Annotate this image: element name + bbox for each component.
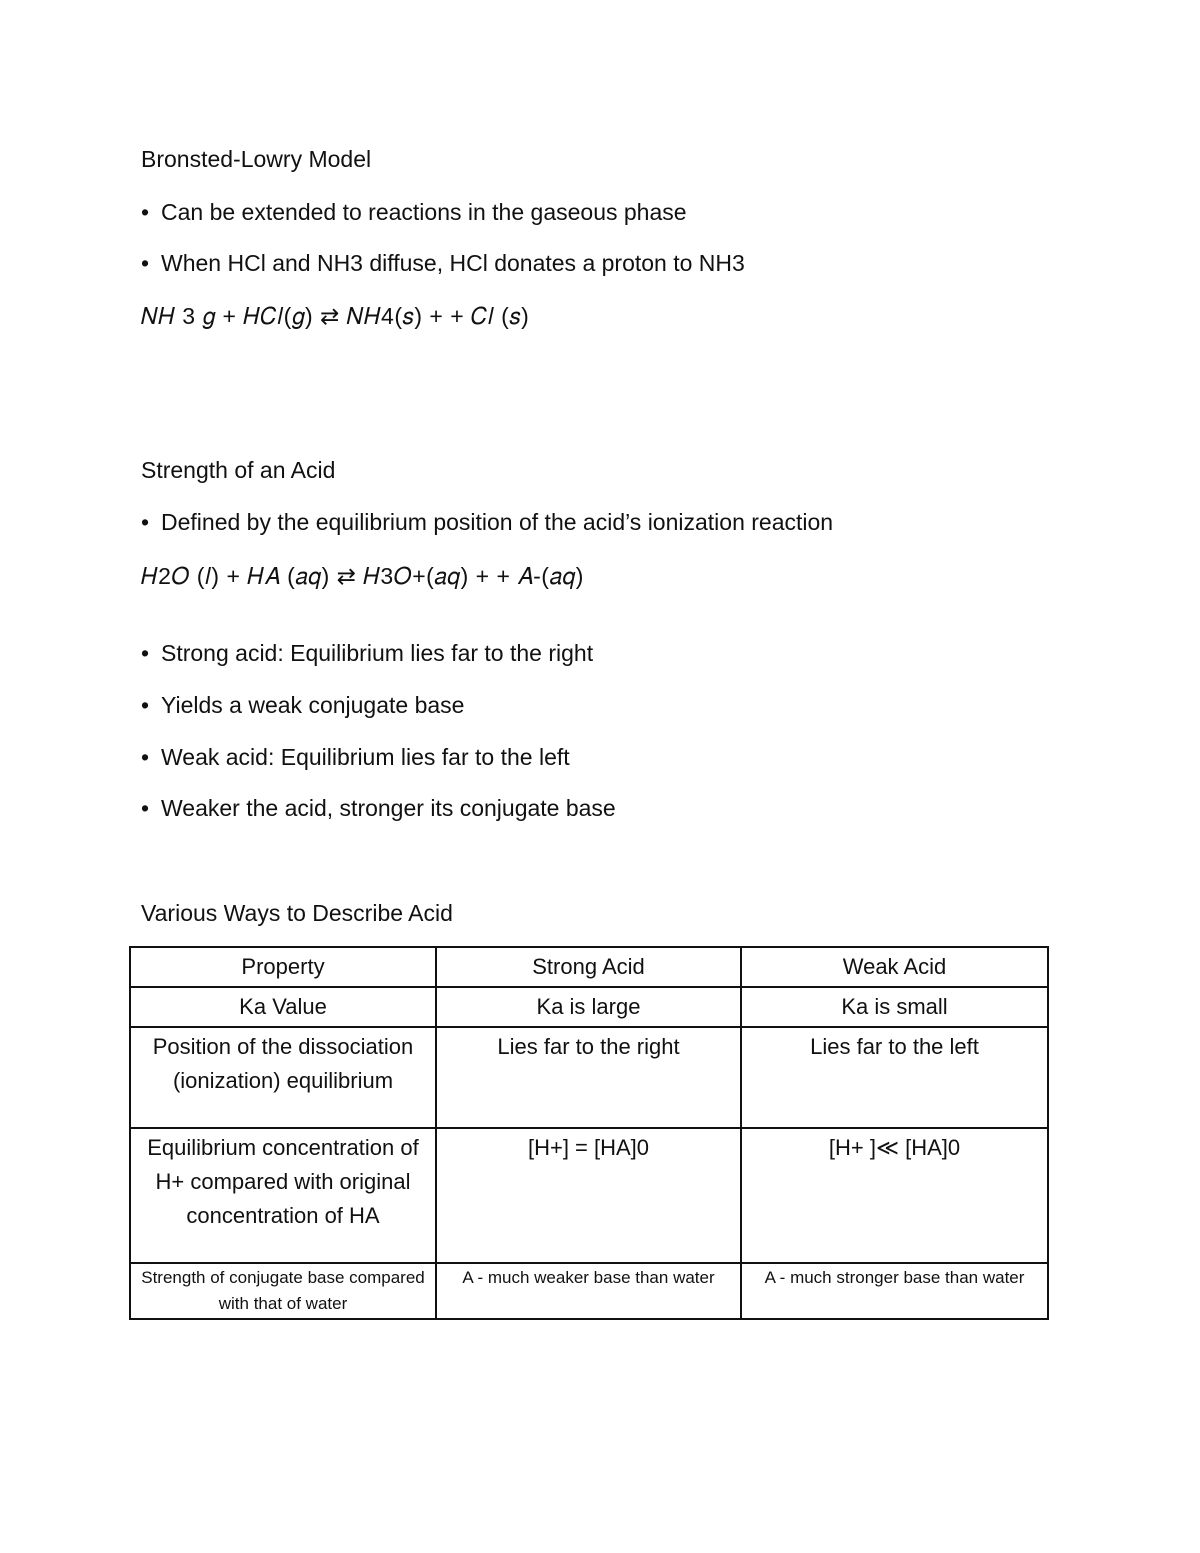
table-row bbox=[130, 1263, 1048, 1319]
equation-ammonia-hcl: 𝑁𝐻 3 𝑔 + 𝐻𝐶𝑙(𝑔) ⇄ 𝑁𝐻4(𝑠) + + 𝐶𝑙 (𝑠) bbox=[141, 303, 530, 329]
table-cell: Strength of conjugate base compared with that of water bbox=[130, 1263, 436, 1319]
table-header-cell: Property bbox=[130, 947, 436, 987]
bullet-icon: • bbox=[141, 744, 150, 770]
bullet-text: Weaker the acid, stronger its conjugate base bbox=[161, 795, 616, 821]
bullet-icon: • bbox=[141, 692, 150, 718]
acid-comparison-table bbox=[129, 946, 1049, 1320]
bullet-icon: • bbox=[141, 640, 150, 666]
bullet-text: Strong acid: Equilibrium lies far to the right bbox=[161, 640, 594, 666]
bullet-icon: • bbox=[141, 795, 150, 821]
table-cell: A - much stronger base than water bbox=[741, 1263, 1048, 1319]
table-row bbox=[130, 1027, 1048, 1128]
bullet-icon: • bbox=[141, 199, 150, 225]
bullet-text: Yields a weak conjugate base bbox=[161, 692, 465, 718]
table-cell: [H+] = [HA]0 bbox=[436, 1128, 741, 1263]
bullet-icon: • bbox=[141, 250, 150, 276]
table-cell: Lies far to the right bbox=[436, 1027, 741, 1128]
table-cell: Equilibrium concentration of H+ compared with original concentration of HA bbox=[130, 1128, 436, 1263]
section-heading-describe-acid: Various Ways to Describe Acid bbox=[141, 900, 453, 926]
section-heading-acid-strength: Strength of an Acid bbox=[141, 457, 336, 483]
equation-acid-ionization: 𝐻2𝑂 (𝑙) + 𝐻𝐴 (𝑎𝑞) ⇄ 𝐻3𝑂+(𝑎𝑞) + + 𝐴-(𝑎𝑞) bbox=[141, 563, 584, 589]
table-row bbox=[130, 1128, 1048, 1263]
table-cell: Ka is small bbox=[741, 987, 1048, 1027]
bullet-item bbox=[141, 793, 616, 823]
table-cell: Lies far to the left bbox=[741, 1027, 1048, 1128]
table-cell: Position of the dissociation (ionization) equilibrium bbox=[130, 1027, 436, 1128]
table-header-cell: Strong Acid bbox=[436, 947, 741, 987]
bullet-text: Defined by the equilibrium position of the acid’s ionization reaction bbox=[161, 509, 834, 535]
bullet-item bbox=[141, 197, 687, 227]
bullet-text: When HCl and NH3 diffuse, HCl donates a proton to NH3 bbox=[161, 250, 745, 276]
table-cell: Ka is large bbox=[436, 987, 741, 1027]
bullet-item bbox=[141, 638, 593, 668]
bullet-text: Weak acid: Equilibrium lies far to the left bbox=[161, 744, 570, 770]
bullet-icon: • bbox=[141, 509, 150, 535]
bullet-item bbox=[141, 742, 570, 772]
section-heading-bronsted-lowry: Bronsted-Lowry Model bbox=[141, 146, 372, 172]
bullet-item bbox=[141, 690, 464, 720]
bullet-item bbox=[141, 507, 833, 537]
table-cell: [H+ ]≪ [HA]0 bbox=[741, 1128, 1048, 1263]
bullet-item bbox=[141, 248, 745, 278]
bullet-text: Can be extended to reactions in the gaseous phase bbox=[161, 199, 687, 225]
table-cell: A - much weaker base than water bbox=[436, 1263, 741, 1319]
table-row bbox=[130, 987, 1048, 1027]
table-cell: Ka Value bbox=[130, 987, 436, 1027]
table-header-cell: Weak Acid bbox=[741, 947, 1048, 987]
table-header-row bbox=[130, 947, 1048, 987]
